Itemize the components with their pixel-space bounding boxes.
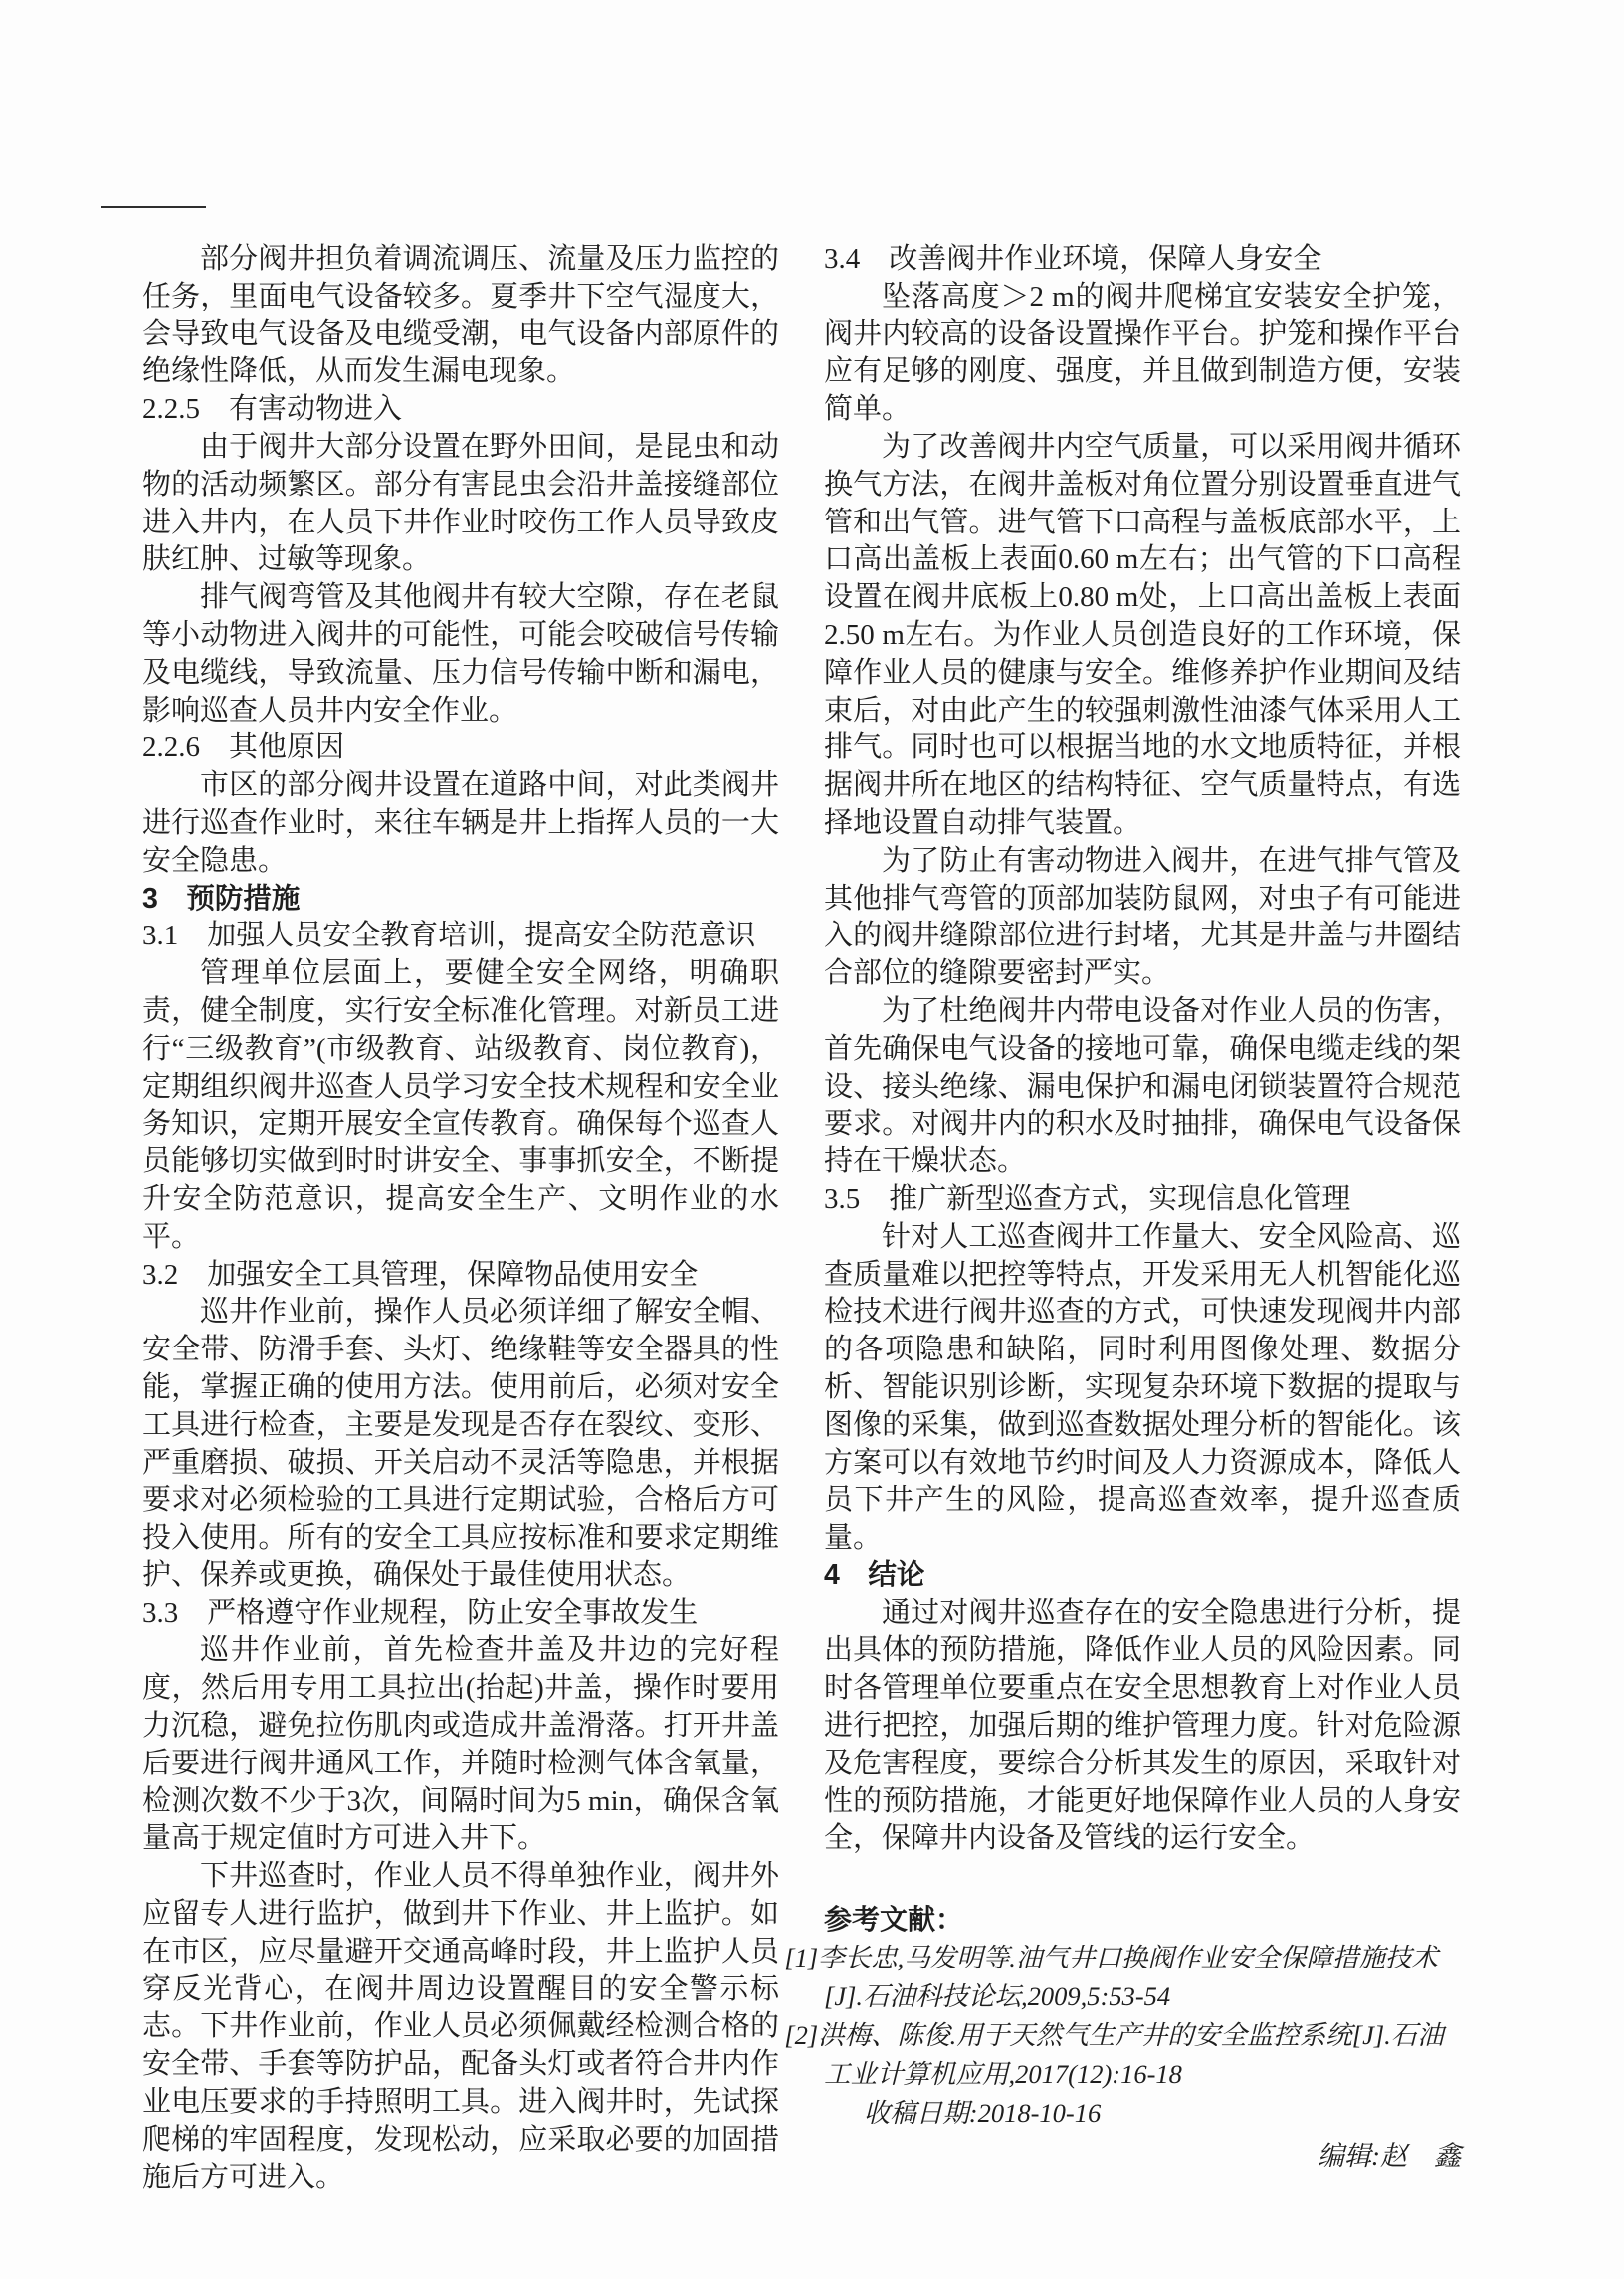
paragraph: 为了防止有害动物进入阀井，在进气排气管及其他排气弯管的顶部加装防鼠网，对虫子有可能进入的阀井缝隙部位进行封堵，尤其是井盖与井圈结合部位的缝隙要密封严实。 bbox=[824, 844, 1461, 990]
paragraph: 坠落高度＞2 m的阀井爬梯宜安装安全护笼，阀井内较高的设备设置操作平台。护笼和操作平台应有足够的刚度、强度，并且做到制造方便，安装简单。 bbox=[824, 280, 1461, 426]
paragraph: 巡井作业前，首先检查井盖及井边的完好程度，然后用专用工具拉出(抬起)井盖，操作时要用力沉稳，避免拉伤肌肉或造成井盖滑落。打开井盖后要进行阀井通风工作，并随时检测气体含氧量，检测次数不少于3次，间隔时间为5 min，确保含氧量高于规定值时方可进入井下。 bbox=[142, 1634, 779, 1855]
subsection-heading: 3.2 加强安全工具管理，保障物品使用安全 bbox=[142, 1258, 699, 1291]
paragraph: 通过对阀井巡查存在的安全隐患进行分析，提出具体的预防措施，降低作业人员的风险因素。同时各管理单位要重点在安全思想教育上对作业人员进行把控，加强后期的维护管理力度。针对危险源及危害程度，要综合分析其发生的原因，采取针对性的预防措施，才能更好地保障作业人员的人身安全，保障井内设备及管线的运行安全。 bbox=[824, 1596, 1461, 1855]
references-heading: 参考文献： bbox=[824, 1904, 964, 1936]
paragraph: 为了改善阀井内空气质量，可以采用阀井循环换气方法，在阀井盖板对角位置分别设置垂直进气管和出气管。进气管下口高程与盖板底部水平，上口高出盖板上表面0.60 m左右；出气管的下口高程设置在阀井底板上0.80 m处，上口高出盖板上表面2.50 m左右。为作业人员创造良好的工作环境，保障作业人员的健康与安全。维修养护作业期间及结束后，对由此产生的较强刺激性油漆气体采用人工排气。同时也可以根据当地的水文地质特征，并根据阀井所在地区的结构特征、空气质量特点，有选择地设置自动排气装置。 bbox=[824, 430, 1461, 839]
paragraph: 由于阀井大部分设置在野外田间，是昆虫和动物的活动频繁区。部分有害昆虫会沿井盖接缝部位进入井内，在人员下井作业时咬伤工作人员导致皮肤红肿、过敏等现象。 bbox=[142, 430, 779, 576]
subsection-heading: 3.4 改善阀井作业环境，保障人身安全 bbox=[824, 243, 1322, 275]
paragraph: 市区的部分阀井设置在道路中间，对此类阀井进行巡查作业时，来往车辆是井上指挥人员的一大安全隐患。 bbox=[142, 769, 779, 877]
subsection-heading: 3.1 加强人员安全教育培训，提高安全防范意识 bbox=[142, 920, 756, 952]
subsection-heading: 3.3 严格遵守作业规程，防止安全事故发生 bbox=[142, 1596, 699, 1629]
footnote-separator-rule bbox=[101, 206, 206, 208]
section-heading: 4 结论 bbox=[824, 1558, 925, 1591]
paragraph: 巡井作业前，操作人员必须详细了解安全帽、安全带、防滑手套、头灯、绝缘鞋等安全器具的性能，掌握正确的使用方法。使用前后，必须对安全工具进行检查，主要是发现是否存在裂纹、变形、严重磨损、破损、开关启动不灵活等隐患，并根据要求对必须检验的工具进行定期试验，合格后方可投入使用。所有的安全工具应按标准和要求定期维护、保养或更换，确保处于最佳使用状态。 bbox=[142, 1296, 779, 1591]
paragraph: 部分阀井担负着调流调压、流量及压力监控的任务，里面电气设备较多。夏季井下空气湿度大，会导致电气设备及电缆受潮，电气设备内部原件的绝缘性降低，从而发生漏电现象。 bbox=[142, 243, 779, 388]
subsection-heading: 2.2.5 有害动物进入 bbox=[142, 393, 403, 426]
paragraph: 排气阀弯管及其他阀井有较大空隙，存在老鼠等小动物进入阀井的可能性，可能会咬破信号传输及电缆线，导致流量、压力信号传输中断和漏电，影响巡查人员井内安全作业。 bbox=[142, 581, 779, 726]
paragraph: 针对人工巡查阀井工作量大、安全风险高、巡查质量难以把控等特点，开发采用无人机智能化巡检技术进行阀井巡查的方式，可快速发现阀井内部的各项隐患和缺陷，同时利用图像处理、数据分析、智能识别诊断，实现复杂环境下数据的提取与图像的采集，做到巡查数据处理分析的智能化。该方案可以有效地节约时间及人力资源成本，降低人员下井产生的风险，提高巡查效率，提升巡查质量。 bbox=[824, 1220, 1461, 1554]
section-heading: 3 预防措施 bbox=[142, 882, 301, 915]
received-date: 收稿日期:2018-10-16 bbox=[863, 2098, 1102, 2129]
subsection-heading: 2.2.6 其他原因 bbox=[142, 731, 345, 764]
paragraph: 为了杜绝阀井内带电设备对作业人员的伤害，首先确保电气设备的接地可靠，确保电缆走线的架设、接头绝缘、漏电保护和漏电闭锁装置符合规范要求。对阀井内的积水及时抽排，确保电气设备保持在干燥状态。 bbox=[824, 994, 1461, 1178]
editor-credit: 编辑:赵 鑫 bbox=[1318, 2141, 1461, 2172]
paragraph: 管理单位层面上，要健全安全网络，明确职责，健全制度，实行安全标准化管理。对新员工进行“三级教育”(市级教育、站级教育、岗位教育)，定期组织阀井巡查人员学习安全技术规程和安全业务知识，定期开展安全宣传教育。确保每个巡查人员能够切实做到时时讲安全、事事抓安全，不断提升安全防范意识，提高安全生产、文明作业的水平。 bbox=[142, 957, 779, 1253]
reference-item: [1]李长忠,马发明等.油气井口换阀作业安全保障措施技术[J].石油科技论坛,2009,5:53-54 bbox=[784, 1943, 1438, 2012]
left-column bbox=[142, 241, 779, 2196]
subsection-heading: 3.5 推广新型巡查方式，实现信息化管理 bbox=[824, 1182, 1351, 1215]
right-column bbox=[784, 241, 1461, 2175]
paragraph: 下井巡查时，作业人员不得单独作业，阀井外应留专人进行监护，做到井下作业、井上监护。如在市区，应尽量避开交通高峰时段，井上监护人员穿反光背心，在阀井周边设置醒目的安全警示标志。下井作业前，作业人员必须佩戴经检测合格的安全带、手套等防护品，配备头灯或者符合井内作业电压要求的手持照明工具。进入阀井时，先试探爬梯的牢固程度，发现松动，应采取必要的加固措施后方可进入。 bbox=[142, 1860, 779, 2193]
reference-item: [2]洪梅、陈俊.用于天然气生产井的安全监控系统[J].石油工业计算机应用,2017(12):16-18 bbox=[784, 2020, 1444, 2090]
